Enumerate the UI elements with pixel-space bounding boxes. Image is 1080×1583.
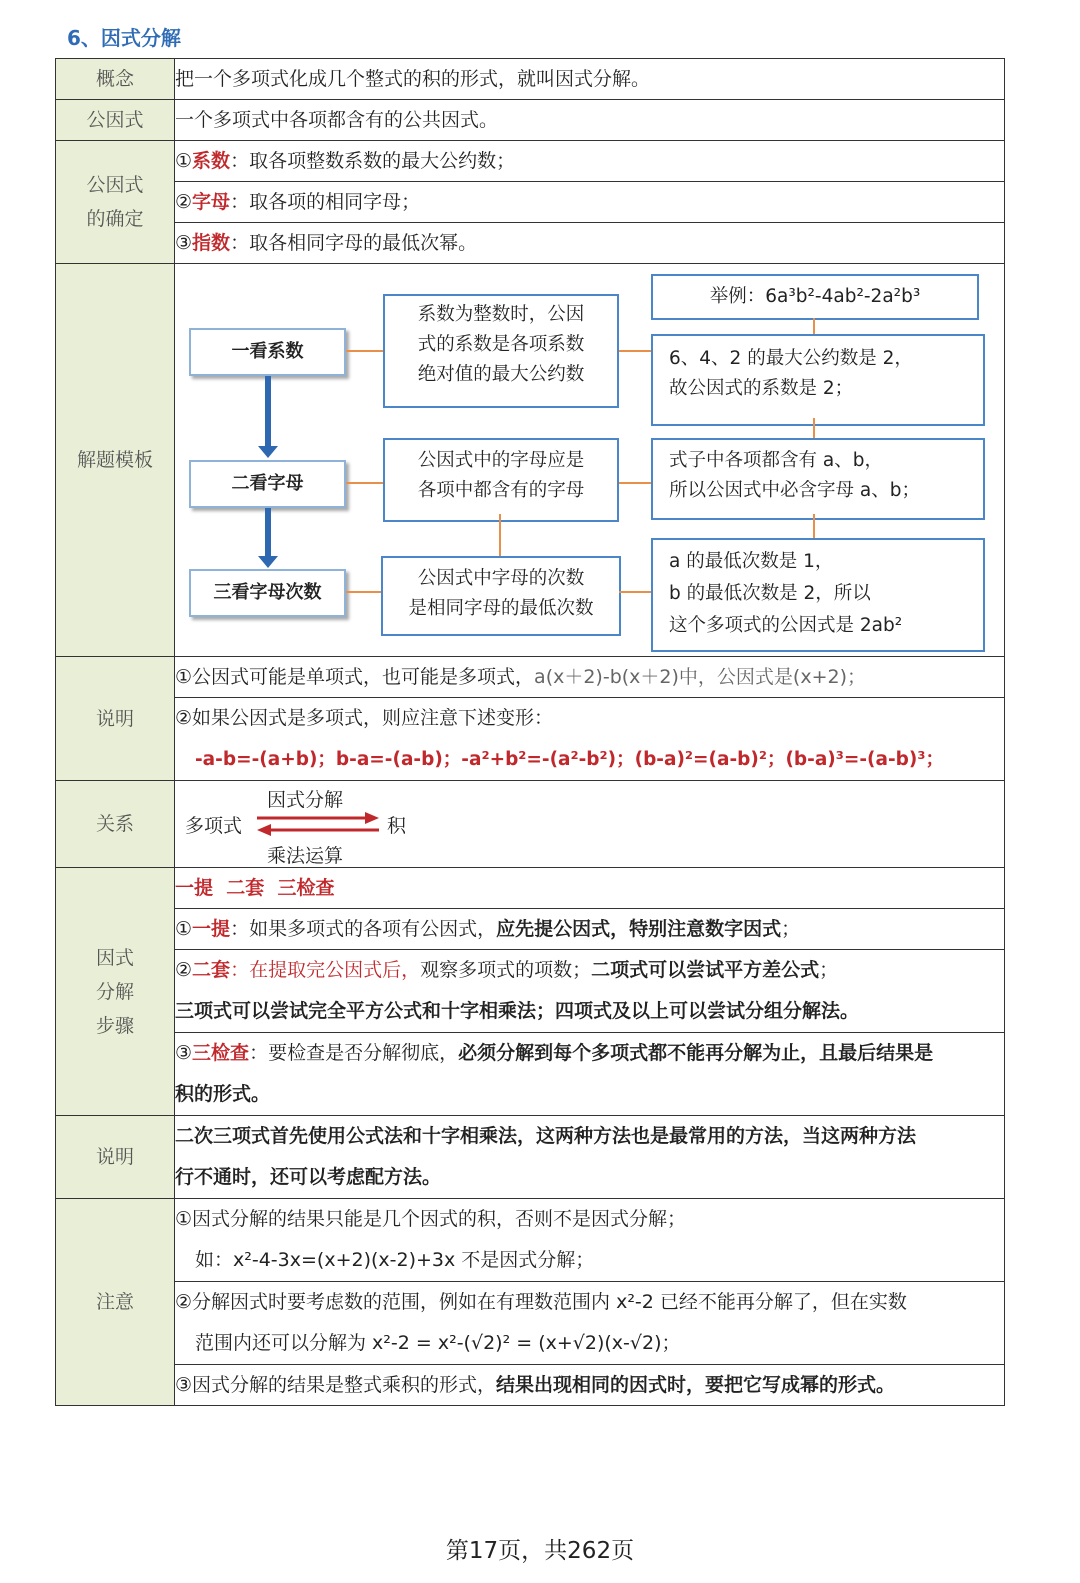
steps-label-line1: 因式: [95, 946, 134, 969]
row-steps-heading: [56, 868, 1005, 909]
rule-box-exponents: [381, 556, 621, 636]
ex2-line2: 所以公因式中必含字母 a、b；: [669, 480, 920, 501]
arrow-down-icon: [258, 556, 278, 568]
row-step3: [56, 1033, 1005, 1116]
row-determine-1: [56, 141, 1005, 182]
note2-line2: 行不通时，还可以考虑配方法。: [175, 1166, 442, 1188]
determine-item-3-text: ：取各相同字母的最低次幂。: [230, 232, 478, 254]
row-determine-2: [56, 182, 1005, 223]
row-label-template: 解题模板: [56, 264, 175, 657]
s1-bold: 应先提公因式，特别注意数字因式: [496, 918, 782, 940]
example-letters-box: [651, 438, 985, 520]
step1: [175, 909, 1005, 950]
connector: [619, 350, 651, 352]
connector: [813, 514, 815, 538]
determine-item-3: [175, 223, 1005, 264]
example-coefficient-box: [651, 334, 985, 426]
connector: [813, 318, 815, 334]
row-label-steps: [56, 868, 175, 1116]
concept-text: 把一个多项式化成几个整式的积的形式，就叫因式分解。: [175, 59, 1005, 100]
determine-item-2-text: ：取各项的相同字母；: [230, 191, 421, 213]
s1-num: ①: [175, 918, 193, 940]
relation-left: 多项式: [185, 815, 243, 837]
rule1-line2: 式的系数是各项系数: [417, 334, 585, 355]
steps-label-line3: 步骤: [95, 1014, 134, 1037]
arrow-shaft-1: [265, 376, 271, 452]
row-label-note1: 说明: [56, 657, 175, 781]
row-relation: [56, 781, 1005, 868]
s2-line2: 三项式可以尝试完全平方公式和十字相乘法；四项式及以上可以尝试分组分解法。: [175, 1000, 860, 1022]
note1-line1-a: ①公因式可能是单项式，也可能是多项式，: [175, 666, 535, 688]
determine-item-3-num: ③: [175, 232, 193, 254]
ex3-line2: b 的最低次数是 2，所以: [669, 583, 871, 604]
determine-label-line2: 的确定: [86, 208, 144, 230]
arrow-shaft-2: [265, 508, 271, 560]
page-number: 第17页，共262页: [445, 1538, 635, 1564]
step3: [175, 1033, 1005, 1116]
a3-bold: 结果出现相同的因式时，要把它写成幂的形式。: [496, 1374, 896, 1396]
relation-right: 积: [387, 815, 407, 837]
row-note2: [56, 1116, 1005, 1199]
ex3-line3: 这个多项式的公因式是 2ab²: [669, 615, 903, 636]
s3-text: ：要检查是否分解彻底，: [249, 1042, 459, 1064]
relation-bottom: 乘法运算: [267, 845, 344, 867]
row-determine-3: [56, 223, 1005, 264]
s2-key: 二套: [192, 959, 231, 981]
determine-item-1-num: ①: [175, 150, 193, 172]
note1-line1-b: a(x＋2)-b(x＋2)中，公因式是(x+2)；: [534, 666, 867, 688]
arrow-down-icon: [258, 446, 278, 458]
relation-diagram: [175, 781, 1005, 868]
row-label-note2: 说明: [56, 1116, 175, 1199]
row-label-common-factor: 公因式: [56, 100, 175, 141]
a1-line1: ①因式分解的结果只能是几个因式的积，否则不是因式分解；: [175, 1208, 687, 1230]
row-label-concept: 概念: [56, 59, 175, 100]
attention-1: [175, 1199, 1005, 1282]
row-note1-2: [56, 698, 1005, 781]
s1-end: ；: [781, 918, 801, 940]
row-label-attention: 注意: [56, 1199, 175, 1406]
s3-bold: 必须分解到每个多项式都不能再分解为止，且最后结果是: [458, 1042, 934, 1064]
step-exponents: 三看字母次数: [189, 569, 346, 617]
rule-box-coefficient: [383, 294, 619, 408]
a2-line2: 范围内还可以分解为 x²-2 = x²-(√2)² = (x+√2)(x-√2)；: [195, 1332, 681, 1354]
example-box: 举例：6a³b²-4ab²-2a²b³: [651, 274, 979, 320]
ex3-line1: a 的最低次数是 1，: [669, 551, 834, 572]
note1-block: [175, 698, 1005, 781]
rule3-line1: 公因式中字母的次数: [417, 568, 585, 589]
template-diagram: [175, 264, 1005, 657]
ex2-line1: 式子中各项都含有 a、b，: [669, 450, 883, 471]
s2-bold: 二项式可以尝试平方差公式: [591, 959, 820, 981]
rule1-line1: 系数为整数时，公因: [417, 304, 585, 325]
note1-line1: [175, 657, 1005, 698]
rule-box-letters: [383, 438, 619, 522]
s1-text: ：如果多项式的各项有公因式，: [230, 918, 497, 940]
relation-top: 因式分解: [267, 789, 344, 811]
step2: [175, 950, 1005, 1033]
note1-formula: -a-b=-(a+b)；b-a=-(a-b)；-a²+b²=-(a²-b²)；(b-a)²=(a-b)²；(b-a)³=-(a-b)³；: [195, 749, 944, 770]
determine-item-3-key: 指数: [192, 232, 231, 254]
row-label-relation: 关系: [56, 781, 175, 868]
determine-item-2-key: 字母: [192, 191, 231, 213]
s2-num: ②: [175, 959, 193, 981]
determine-item-2: [175, 182, 1005, 223]
a1-line2: 如：x²-4-3x=(x+2)(x-2)+3x 不是因式分解；: [195, 1249, 595, 1271]
step-letters: 二看字母: [189, 460, 346, 508]
connector: [499, 514, 501, 556]
row-attention-3: [56, 1365, 1005, 1406]
rule2-line1: 公因式中的字母应是: [417, 450, 585, 471]
a2-line1: ②分解因式时要考虑数的范围，例如在有理数范围内 x²-2 已经不能再分解了，但在实数: [175, 1291, 907, 1313]
row-attention-1: [56, 1199, 1005, 1282]
s3-num: ③: [175, 1042, 193, 1064]
steps-heading: 一提 二套 三检查: [175, 868, 1005, 909]
row-step2: [56, 950, 1005, 1033]
rule2-line2: 各项中都含有的字母: [417, 480, 585, 501]
step-coefficient: 一看系数: [189, 328, 346, 376]
s2-text: 观察多项式的项数；: [420, 959, 592, 981]
determine-item-1-text: ：取各项整数系数的最大公约数；: [230, 150, 516, 172]
factorization-table: [55, 58, 1005, 1406]
determine-item-1-key: 系数: [192, 150, 231, 172]
ex1-line1: 6、4、2 的最大公约数是 2，: [669, 348, 913, 369]
double-arrow-icon: [255, 811, 383, 837]
connector: [813, 418, 815, 438]
row-common-factor: [56, 100, 1005, 141]
row-template: [56, 264, 1005, 657]
row-concept: [56, 59, 1005, 100]
connector: [346, 350, 383, 352]
determine-label-line1: 公因式: [86, 174, 144, 196]
s1-key: 一提: [192, 918, 231, 940]
s2-red: ：在提取完公因式后，: [230, 959, 421, 981]
note1-line2: ②如果公因式是多项式，则应注意下述变形：: [175, 707, 554, 729]
attention-2: [175, 1282, 1005, 1365]
connector: [619, 591, 651, 593]
s3-line2: 积的形式。: [175, 1083, 271, 1105]
connector: [346, 482, 383, 484]
connector: [619, 482, 651, 484]
rule3-line2: 是相同字母的最低次数: [408, 598, 594, 619]
note2-block: [175, 1116, 1005, 1199]
steps-label-line2: 分解: [95, 980, 134, 1003]
connector: [346, 591, 381, 593]
determine-item-1: [175, 141, 1005, 182]
s3-key: 三检查: [192, 1042, 250, 1064]
rule1-line3: 绝对值的最大公约数: [417, 364, 585, 385]
s2-end: ；: [819, 959, 839, 981]
a3-text: ③因式分解的结果是整式乘积的形式，: [175, 1374, 497, 1396]
section-title: 6、因式分解: [67, 26, 181, 50]
row-attention-2: [56, 1282, 1005, 1365]
attention-3: [175, 1365, 1005, 1406]
row-label-determine: [56, 141, 175, 264]
common-factor-text: 一个多项式中各项都含有的公共因式。: [175, 100, 1005, 141]
row-step1: [56, 909, 1005, 950]
ex1-line2: 故公因式的系数是 2；: [669, 378, 854, 399]
note2-line1: 二次三项式首先使用公式法和十字相乘法，这两种方法也是最常用的方法，当这两种方法: [175, 1125, 917, 1147]
determine-item-2-num: ②: [175, 191, 193, 213]
row-note1-1: [56, 657, 1005, 698]
example-exponents-box: [651, 538, 985, 652]
